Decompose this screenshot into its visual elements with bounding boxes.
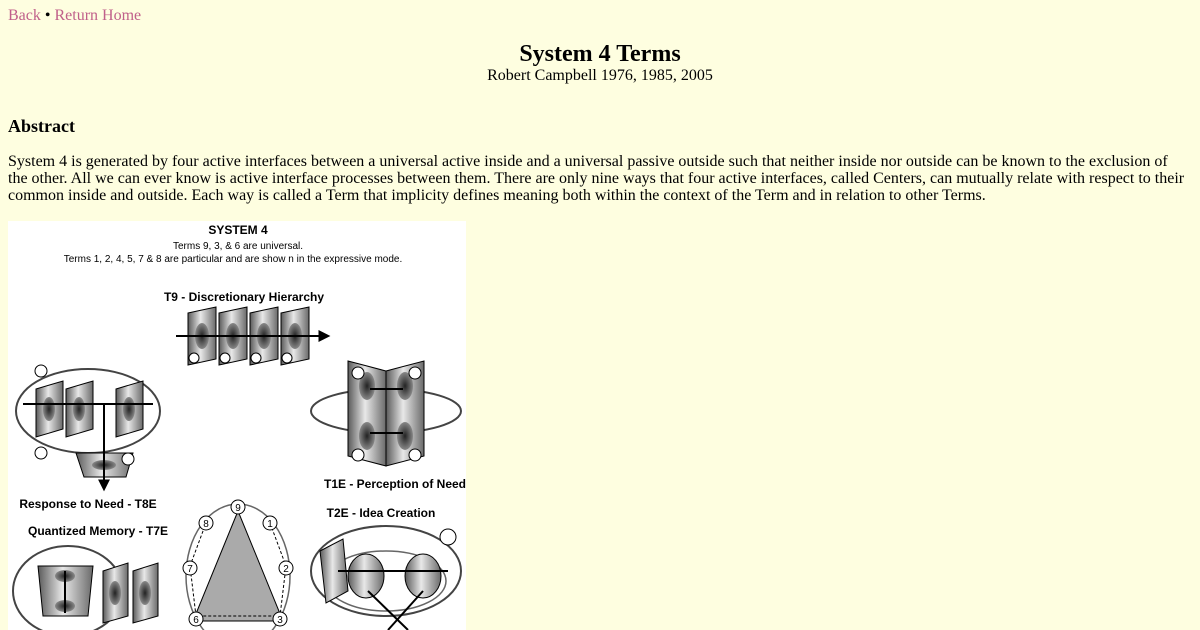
back-link[interactable]: Back	[8, 7, 41, 24]
enneagram-9: 9	[235, 503, 241, 514]
t7e-figure	[13, 546, 158, 630]
page-title: System 4 Terms	[519, 41, 681, 67]
enneagram-7: 7	[187, 564, 193, 575]
page-subtitle: Robert Campbell 1976, 1985, 2005	[487, 67, 713, 84]
enneagram-6: 6	[193, 615, 199, 626]
t9-panels	[176, 307, 328, 365]
t7e-label: Quantized Memory - T7E	[27, 524, 169, 538]
enneagram-2: 2	[283, 564, 289, 575]
system4-diagram-image	[8, 221, 466, 630]
enneagram-8: 8	[203, 519, 209, 530]
system4-diagram	[8, 221, 466, 630]
diagram-title: SYSTEM 4	[208, 223, 268, 237]
t1e-label: T1E - Perception of Need	[323, 477, 466, 491]
t8e-label: Response to Need - T8E	[19, 497, 157, 511]
abstract-heading: Abstract	[8, 116, 75, 136]
return-home-link[interactable]: Return Home	[54, 7, 142, 24]
t8e-figure	[16, 365, 160, 489]
enneagram-figure	[183, 500, 293, 630]
nav-separator: •	[44, 7, 51, 24]
abstract-paragraph: System 4 is generated by four active interfaces between a universal active inside and a universal passive outside such that neither inside nor outside can be known to the exclusion of the other. All we can ever know is active interface processes between them. There are only nine ways that four active interfaces, called Centers, can mutually relate with respect to their common inside and outside. Each way is called a Term that implicity defines meaning both within the context of the Term and in relation to other Terms.	[8, 153, 1185, 204]
enneagram-1: 1	[267, 519, 273, 530]
t1e-figure	[311, 361, 461, 466]
t2e-figure	[311, 526, 461, 630]
top-navigation	[8, 6, 141, 25]
t2e-label: T2E - Idea Creation	[326, 506, 436, 520]
diagram-line2: Terms 1, 2, 4, 5, 7 & 8 are particular and are show n in the expressive mode.	[63, 254, 403, 265]
enneagram-3: 3	[277, 615, 283, 626]
t9-label: T9 - Discretionary Hierarchy	[163, 290, 325, 304]
diagram-line1: Terms 9, 3, & 6 are universal.	[172, 241, 304, 252]
